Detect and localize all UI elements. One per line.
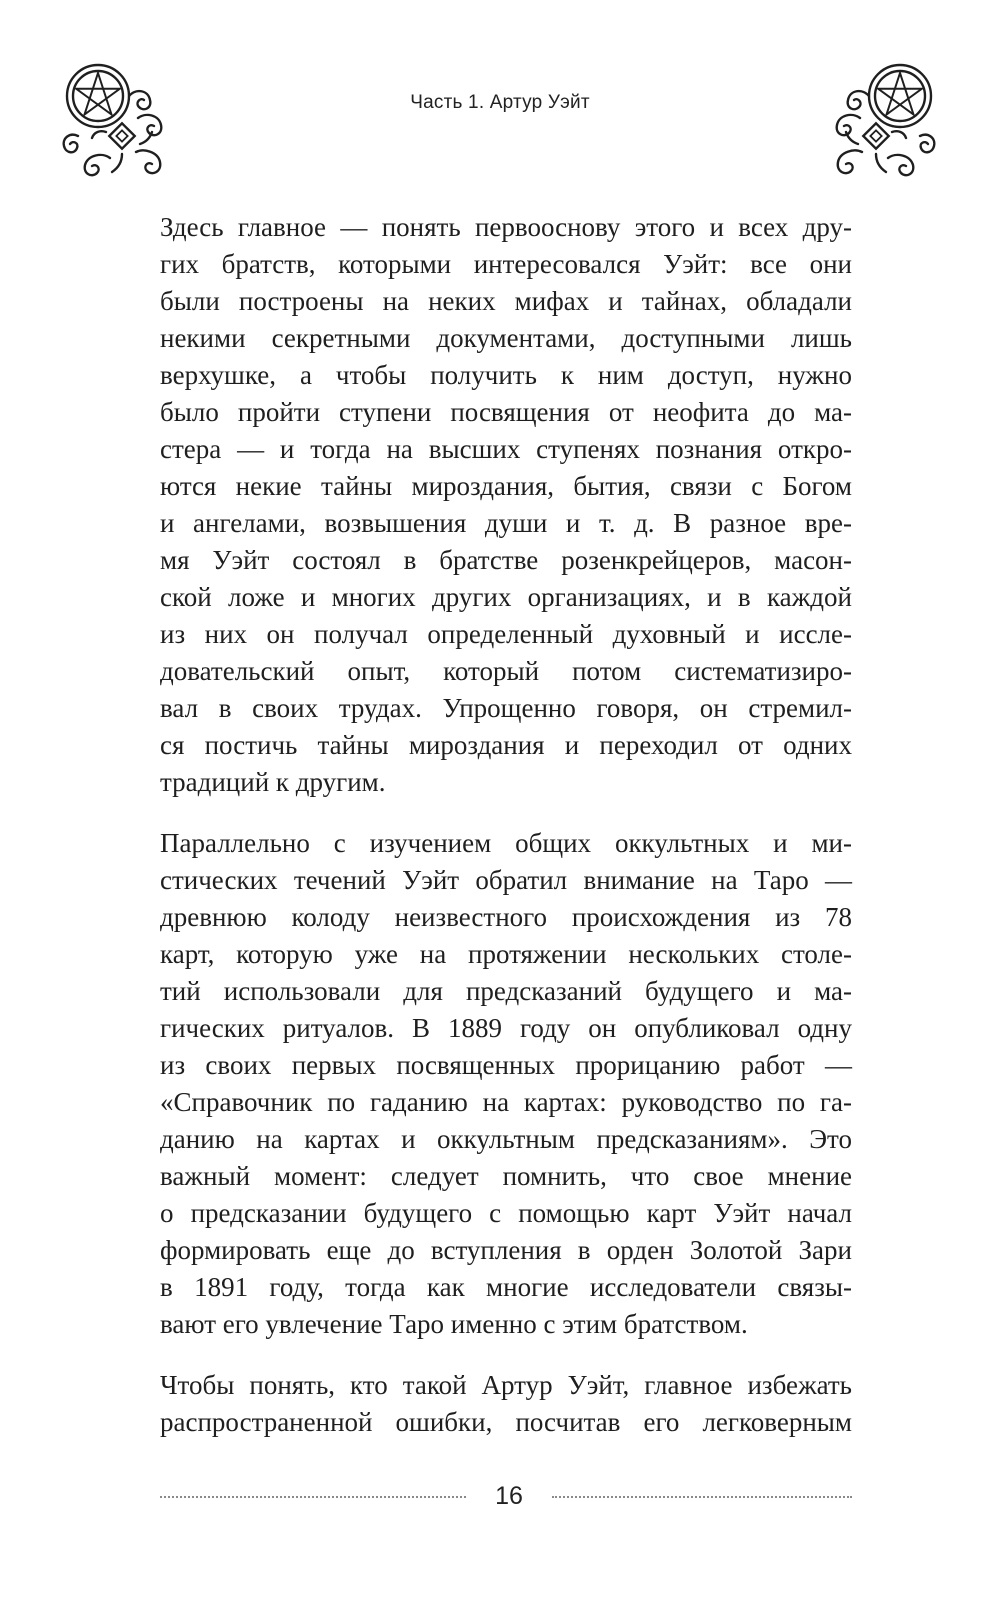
pentacle-ornament-icon bbox=[58, 62, 170, 184]
paragraph-2 bbox=[160, 825, 852, 1343]
paragraph-3 bbox=[160, 1367, 852, 1441]
text-line: было пройти ступени посвящения от неофита до ма- bbox=[160, 397, 852, 427]
text-line: тий использовали для предсказаний будущего и ма- bbox=[160, 976, 852, 1006]
text-line: вают его увлечение Таро именно с этим братством. bbox=[160, 1309, 748, 1339]
dotted-rule-right bbox=[552, 1496, 852, 1498]
text-line: некими секретными документами, доступными лишь bbox=[160, 323, 852, 353]
text-line: из своих первых посвященных прорицанию работ — bbox=[160, 1050, 852, 1080]
text-line: «Справочник по гаданию на картах: руководство по га- bbox=[160, 1087, 852, 1117]
text-line: Здесь главное — понять первооснову этого и всех дру- bbox=[160, 212, 852, 242]
text-line: и ангелами, возвышения души и т. д. В разное вре- bbox=[160, 508, 852, 538]
page-footer bbox=[160, 1480, 852, 1512]
text-line: довательский опыт, который потом систематизиро- bbox=[160, 656, 852, 686]
dotted-rule-left bbox=[160, 1496, 466, 1498]
text-line: гических ритуалов. В 1889 году он опубликовал одну bbox=[160, 1013, 852, 1043]
text-line: стера — и тогда на высших ступенях познания откро- bbox=[160, 434, 852, 464]
text-line: традиций к другим. bbox=[160, 767, 386, 797]
text-line: ются некие тайны мироздания, бытия, связи с Богом bbox=[160, 471, 852, 501]
text-line: о предсказании будущего с помощью карт Уэйт начал bbox=[160, 1198, 852, 1228]
text-line: в 1891 году, тогда как многие исследователи связы- bbox=[160, 1272, 852, 1302]
text-line: формировать еще до вступления в орден Золотой Зари bbox=[160, 1235, 852, 1265]
text-line: карт, которую уже на протяжении нескольких столе- bbox=[160, 939, 852, 969]
text-line: данию на картах и оккультным предсказаниям». Это bbox=[160, 1124, 852, 1154]
page-number: 16 bbox=[495, 1482, 523, 1510]
text-line: Чтобы понять, кто такой Артур Уэйт, главное избежать bbox=[160, 1370, 852, 1400]
text-line: мя Уэйт состоял в братстве розенкрейцеров, масон- bbox=[160, 545, 852, 575]
text-line: ся постичь тайны мироздания и переходил от одних bbox=[160, 730, 852, 760]
text-line: были построены на неких мифах и тайнах, обладали bbox=[160, 286, 852, 316]
text-line: верхушке, а чтобы получить к ним доступ, нужно bbox=[160, 360, 852, 390]
text-line: древнюю колоду неизвестного происхождения из 78 bbox=[160, 902, 852, 932]
text-line: гих братств, которыми интересовался Уэйт: все они bbox=[160, 249, 852, 279]
body-text bbox=[160, 209, 852, 1441]
text-line: ской ложе и многих других организациях, и в каждой bbox=[160, 582, 852, 612]
text-line: из них он получал определенный духовный и иссле- bbox=[160, 619, 852, 649]
text-line: распространенной ошибки, посчитав его легковерным bbox=[160, 1407, 852, 1437]
paragraph-1 bbox=[160, 209, 852, 801]
text-line: важный момент: следует помнить, что свое мнение bbox=[160, 1161, 852, 1191]
text-line: Параллельно с изучением общих оккультных и ми- bbox=[160, 828, 852, 858]
running-head-title: Часть 1. Артур Уэйт bbox=[410, 92, 590, 113]
pentacle-ornament-icon bbox=[828, 62, 940, 184]
text-line: вал в своих трудах. Упрощенно говоря, он стремил- bbox=[160, 693, 852, 723]
text-line: стических течений Уэйт обратил внимание на Таро — bbox=[160, 865, 852, 895]
